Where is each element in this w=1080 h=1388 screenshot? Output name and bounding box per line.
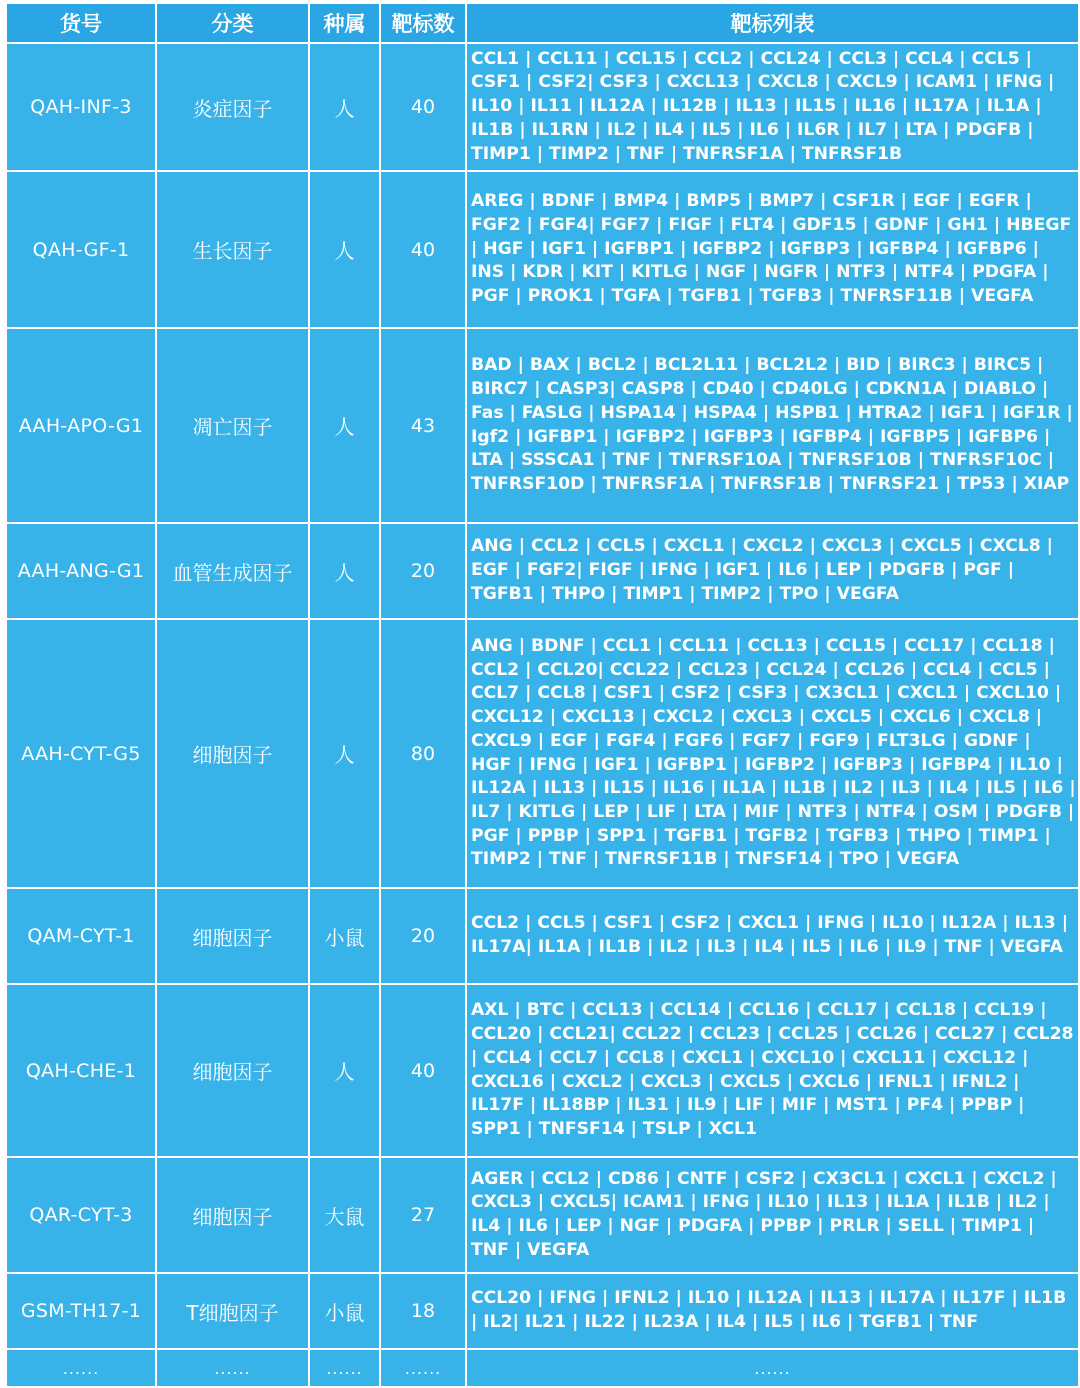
table-row <box>6 328 1079 523</box>
header-species: 种属 <box>309 3 380 43</box>
category-cell: 细胞因子 <box>156 888 309 984</box>
species-cell: 人 <box>309 43 380 171</box>
sku-cell: AAH-CYT-G5 <box>6 619 156 888</box>
category-cell: 凋亡因子 <box>156 328 309 523</box>
target-count-cell: 27 <box>380 1157 466 1273</box>
species-cell: 人 <box>309 619 380 888</box>
target-count-cell: 40 <box>380 171 466 328</box>
table-row <box>6 619 1079 888</box>
target-list-cell: AREG | BDNF | BMP4 | BMP5 | BMP7 | CSF1R | EGF | EGFR | FGF2 | FGF4| FGF7 | FIGF | FLT4 | GDF15 | GDNF | GH1 | HBEGF | HGF | IGF1 | IGFBP1 | IGFBP2 | IGFBP3 | IGFBP4 | IGFBP6 | INS | KDR | KIT | KITLG | NGF | NGFR | NTF3 | NTF4 | PDGFA | PGF | PROK1 | TGFA | TGFB1 | TGFB3 | TNFRSF11B | VEGFA <box>466 171 1079 328</box>
target-count-cell: 40 <box>380 43 466 171</box>
table-row <box>6 1349 1079 1387</box>
species-cell: ...... <box>309 1349 380 1387</box>
category-cell: 细胞因子 <box>156 1157 309 1273</box>
table-row <box>6 888 1079 984</box>
species-cell: 小鼠 <box>309 1273 380 1349</box>
category-cell: ...... <box>156 1349 309 1387</box>
target-count-cell: 20 <box>380 523 466 619</box>
table-row <box>6 1273 1079 1349</box>
table-row <box>6 43 1079 171</box>
category-cell: T细胞因子 <box>156 1273 309 1349</box>
header-target-count: 靶标数 <box>380 3 466 43</box>
category-cell: 血管生成因子 <box>156 523 309 619</box>
header-category: 分类 <box>156 3 309 43</box>
target-list-cell: BAD | BAX | BCL2 | BCL2L11 | BCL2L2 | BID | BIRC3 | BIRC5 | BIRC7 | CASP3| CASP8 | CD40 | CD40LG | CDKN1A | DIABLO | Fas | FASLG | HSPA14 | HSPA4 | HSPB1 | HTRA2 | IGF1 | IGF1R | Igf2 | IGFBP1 | IGFBP2 | IGFBP3 | IGFBP4 | IGFBP5 | IGFBP6 | LTA | SSSCA1 | TNF | TNFRSF10A | TNFRSF10B | TNFRSF10C | TNFRSF10D | TNFRSF1A | TNFRSF1B | TNFRSF21 | TP53 | XIAP <box>466 328 1079 523</box>
product-table-container <box>5 2 1078 1386</box>
sku-cell: AAH-APO-G1 <box>6 328 156 523</box>
target-count-cell: ...... <box>380 1349 466 1387</box>
target-count-cell: 43 <box>380 328 466 523</box>
sku-cell: GSM-TH17-1 <box>6 1273 156 1349</box>
sku-cell: QAH-GF-1 <box>6 171 156 328</box>
header-sku: 货号 <box>6 3 156 43</box>
target-list-cell: CCL20 | IFNG | IFNL2 | IL10 | IL12A | IL13 | IL17A | IL17F | IL1B | IL2| IL21 | IL22 | IL23A | IL4 | IL5 | IL6 | TGFB1 | TNF <box>466 1273 1079 1349</box>
species-cell: 人 <box>309 984 380 1157</box>
table-row <box>6 523 1079 619</box>
target-list-cell: ANG | CCL2 | CCL5 | CXCL1 | CXCL2 | CXCL3 | CXCL5 | CXCL8 | EGF | FGF2| FIGF | IFNG | IGF1 | IL6 | LEP | PDGFB | PGF | TGFB1 | THPO | TIMP1 | TIMP2 | TPO | VEGFA <box>466 523 1079 619</box>
target-count-cell: 20 <box>380 888 466 984</box>
target-list-cell: CCL1 | CCL11 | CCL15 | CCL2 | CCL24 | CCL3 | CCL4 | CCL5 | CSF1 | CSF2| CSF3 | CXCL13 | CXCL8 | CXCL9 | ICAM1 | IFNG | IL10 | IL11 | IL12A | IL12B | IL13 | IL15 | IL16 | IL17A | IL1A | IL1B | IL1RN | IL2 | IL4 | IL5 | IL6 | IL6R | IL7 | LTA | PDGFB | TIMP1 | TIMP2 | TNF | TNFRSF1A | TNFRSF1B <box>466 43 1079 171</box>
target-count-cell: 80 <box>380 619 466 888</box>
target-list-cell: ...... <box>466 1349 1079 1387</box>
table-row <box>6 1157 1079 1273</box>
species-cell: 大鼠 <box>309 1157 380 1273</box>
sku-cell: QAH-INF-3 <box>6 43 156 171</box>
category-cell: 炎症因子 <box>156 43 309 171</box>
header-row <box>6 3 1079 43</box>
category-cell: 细胞因子 <box>156 619 309 888</box>
sku-cell: AAH-ANG-G1 <box>6 523 156 619</box>
product-table <box>5 2 1080 1388</box>
target-list-cell: AXL | BTC | CCL13 | CCL14 | CCL16 | CCL17 | CCL18 | CCL19 | CCL20 | CCL21| CCL22 | CCL23 | CCL25 | CCL26 | CCL27 | CCL28 | CCL4 | CCL7 | CCL8 | CXCL1 | CXCL10 | CXCL11 | CXCL12 | CXCL16 | CXCL2 | CXCL3 | CXCL5 | CXCL6 | IFNL1 | IFNL2 | IL17F | IL18BP | IL31 | IL9 | LIF | MIF | MST1 | PF4 | PPBP | SPP1 | TNFSF14 | TSLP | XCL1 <box>466 984 1079 1157</box>
species-cell: 人 <box>309 523 380 619</box>
sku-cell: QAR-CYT-3 <box>6 1157 156 1273</box>
target-list-cell: AGER | CCL2 | CD86 | CNTF | CSF2 | CX3CL1 | CXCL1 | CXCL2 | CXCL3 | CXCL5| ICAM1 | IFNG | IL10 | IL13 | IL1A | IL1B | IL2 | IL4 | IL6 | LEP | NGF | PDGFA | PPBP | PRLR | SELL | TIMP1 | TNF | VEGFA <box>466 1157 1079 1273</box>
table-row <box>6 171 1079 328</box>
target-count-cell: 40 <box>380 984 466 1157</box>
sku-cell: QAM-CYT-1 <box>6 888 156 984</box>
species-cell: 人 <box>309 171 380 328</box>
target-count-cell: 18 <box>380 1273 466 1349</box>
category-cell: 生长因子 <box>156 171 309 328</box>
sku-cell: ...... <box>6 1349 156 1387</box>
target-list-cell: CCL2 | CCL5 | CSF1 | CSF2 | CXCL1 | IFNG | IL10 | IL12A | IL13 | IL17A| IL1A | IL1B | IL2 | IL3 | IL4 | IL5 | IL6 | IL9 | TNF | VEGFA <box>466 888 1079 984</box>
table-row <box>6 984 1079 1157</box>
species-cell: 小鼠 <box>309 888 380 984</box>
target-list-cell: ANG | BDNF | CCL1 | CCL11 | CCL13 | CCL15 | CCL17 | CCL18 | CCL2 | CCL20| CCL22 | CCL23 | CCL24 | CCL26 | CCL4 | CCL5 | CCL7 | CCL8 | CSF1 | CSF2 | CSF3 | CX3CL1 | CXCL1 | CXCL10 | CXCL12 | CXCL13 | CXCL2 | CXCL3 | CXCL5 | CXCL6 | CXCL8 | CXCL9 | EGF | FGF4 | FGF6 | FGF7 | FGF9 | FLT3LG | GDNF | HGF | IFNG | IGF1 | IGFBP1 | IGFBP2 | IGFBP3 | IGFBP4 | IL10 | IL12A | IL13 | IL15 | IL16 | IL1A | IL1B | IL2 | IL3 | IL4 | IL5 | IL6 | IL7 | KITLG | LEP | LIF | LTA | MIF | NTF3 | NTF4 | OSM | PDGFB | PGF | PPBP | SPP1 | TGFB1 | TGFB2 | TGFB3 | THPO | TIMP1 | TIMP2 | TNF | TNFRSF11B | TNFSF14 | TPO | VEGFA <box>466 619 1079 888</box>
header-target-list: 靶标列表 <box>466 3 1079 43</box>
species-cell: 人 <box>309 328 380 523</box>
sku-cell: QAH-CHE-1 <box>6 984 156 1157</box>
category-cell: 细胞因子 <box>156 984 309 1157</box>
